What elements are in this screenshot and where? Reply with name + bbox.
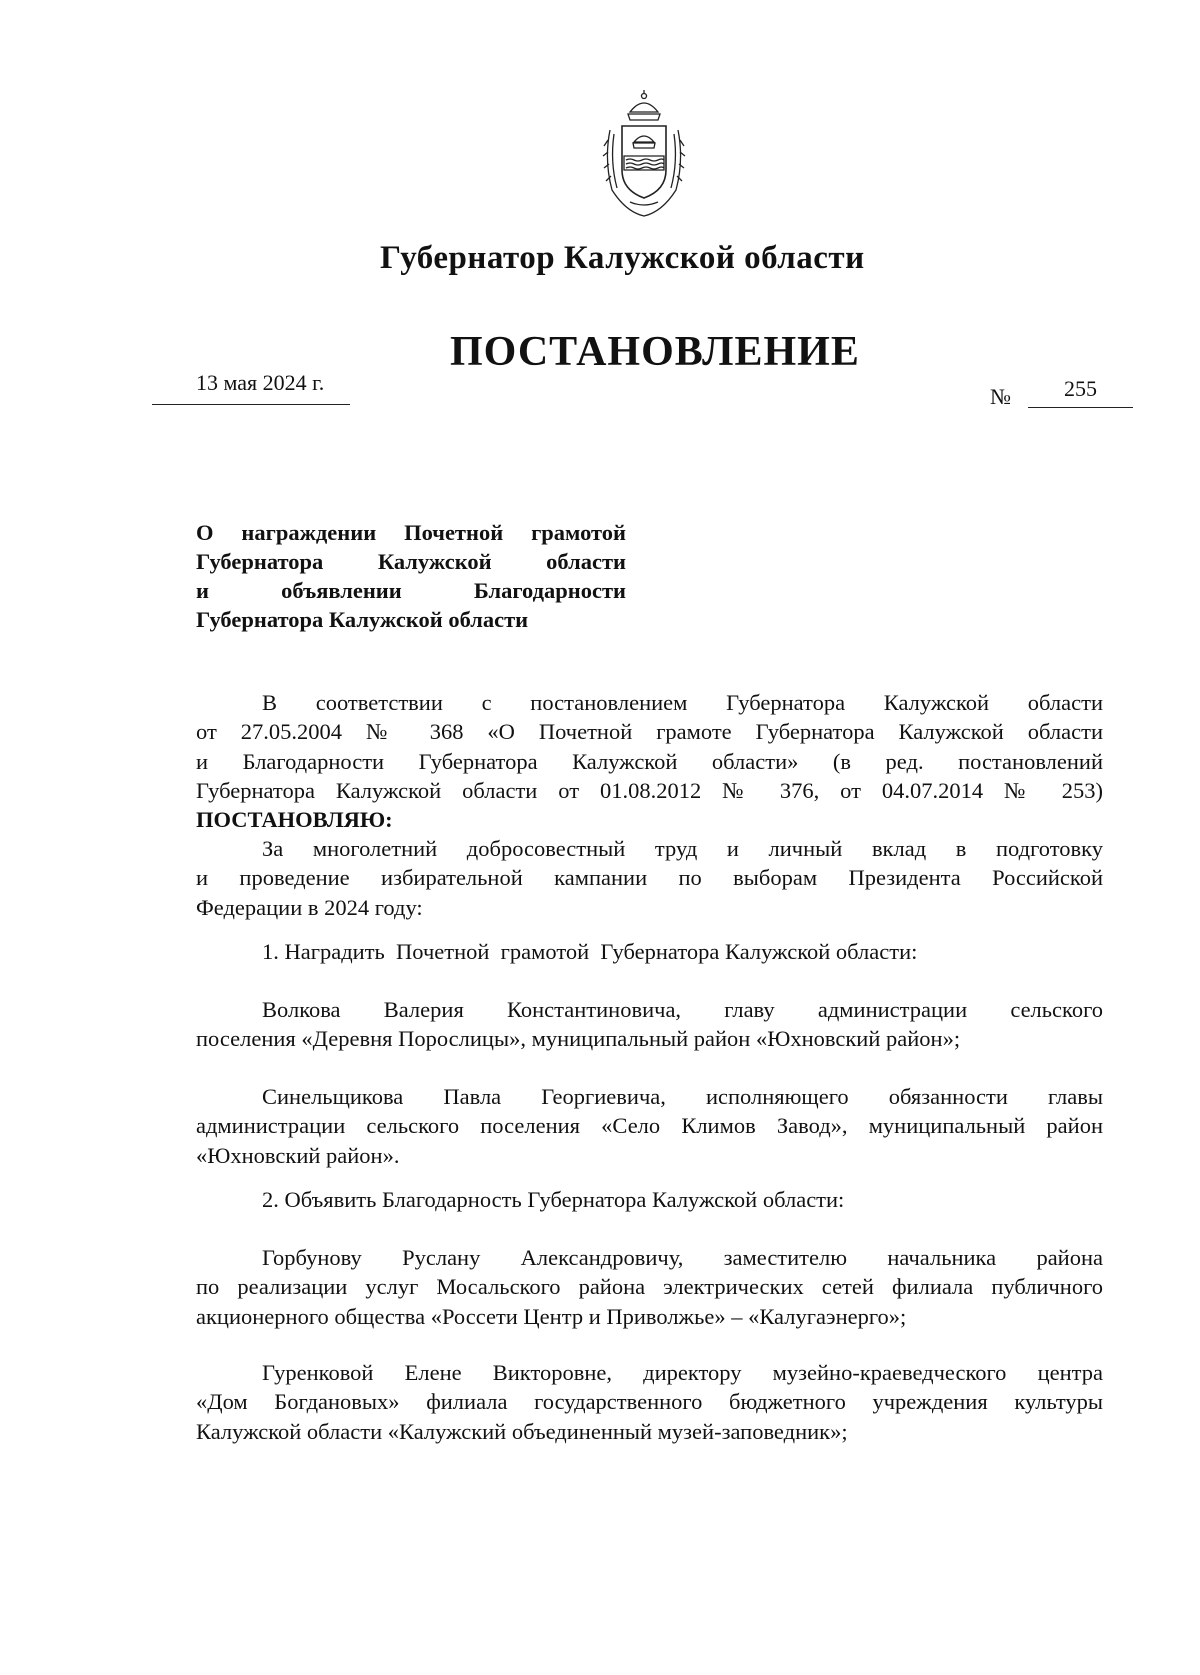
subject-line: Губернатора Калужской области xyxy=(196,607,529,632)
thanks-2-line: Калужской области «Калужский объединенный музей-заповедник»; xyxy=(196,1418,848,1444)
thanks-1-line: акционерного общества «Россети Центр и Приволжье» – «Калугаэнерго»; xyxy=(196,1303,907,1329)
award-2-line: администрации сельского поселения «Село Климов Завод», муниципальный район xyxy=(196,1113,1103,1139)
reason-line: За многолетний добросовестный труд и личный вклад в подготовку xyxy=(262,836,1103,861)
coat-of-arms-emblem xyxy=(600,90,688,218)
item-2-text: 2. Объявить Благодарность Губернатора Калужской области: xyxy=(262,1187,845,1212)
preamble-paragraph xyxy=(196,688,1103,834)
number-sign: № xyxy=(990,384,1011,409)
subject-heading xyxy=(196,518,626,634)
document-type-title: ПОСТАНОВЛЕНИЕ xyxy=(450,329,860,375)
reason-line: и проведение избирательной кампании по выборам Президента Российской xyxy=(196,865,1103,891)
thanks-2-line: «Дом Богдановых» филиала государственного бюджетного учреждения культуры xyxy=(196,1389,1103,1415)
document-date: 13 мая 2024 г. xyxy=(196,370,325,395)
award-2-line: Синельщикова Павла Георгиевича, исполняющего обязанности главы xyxy=(262,1084,1103,1109)
preamble-line: В соответствии с постановлением Губернатора Калужской области xyxy=(262,690,1103,715)
number-field xyxy=(990,378,1140,408)
thanks-2-line: Гуренковой Елене Викторовне, директору музейно-краеведческого центра xyxy=(262,1360,1103,1385)
subject-line: и объявлении Благодарности xyxy=(196,578,626,603)
issuing-authority: Губернатор Калужской области xyxy=(380,240,865,276)
item-1-paragraph xyxy=(196,937,1103,966)
subject-line: О награждении Почетной грамотой xyxy=(196,520,626,545)
date-field xyxy=(152,370,350,405)
thanks-1-line: по реализации услуг Мосальского района электрических сетей филиала публичного xyxy=(196,1274,1103,1300)
thanks-1-line: Горбунову Руслану Александровичу, заместителю начальника района xyxy=(262,1245,1103,1270)
award-2-line: «Юхновский район». xyxy=(196,1142,400,1168)
preamble-line: и Благодарности Губернатора Калужской области» (в ред. постановлений xyxy=(196,748,1103,774)
document-number: 255 xyxy=(1064,376,1097,401)
thanks-1-paragraph xyxy=(196,1243,1103,1331)
award-1-paragraph xyxy=(196,995,1103,1054)
preamble-line: Губернатора Калужской области от 01.08.2012 № 376, от 04.07.2014 № 253) xyxy=(196,777,1103,803)
item-2-paragraph xyxy=(196,1185,1103,1214)
preamble-line: от 27.05.2004 № 368 «О Почетной грамоте Губернатора Калужской области xyxy=(196,719,1103,745)
number-underline xyxy=(1028,407,1133,408)
reason-line: Федерации в 2024 году: xyxy=(196,894,423,920)
reason-paragraph xyxy=(196,834,1103,922)
award-2-paragraph xyxy=(196,1082,1103,1170)
thanks-2-paragraph xyxy=(196,1358,1103,1446)
award-1-line: Волкова Валерия Константиновича, главу администрации сельского xyxy=(262,997,1103,1022)
item-1-text: 1. Наградить Почетной грамотой Губернатора Калужской области: xyxy=(262,939,918,964)
decree-word: ПОСТАНОВЛЯЮ: xyxy=(196,807,393,833)
award-1-line: поселения «Деревня Порослицы», муниципальный район «Юхновский район»; xyxy=(196,1026,961,1052)
subject-line: Губернатора Калужской области xyxy=(196,549,626,574)
